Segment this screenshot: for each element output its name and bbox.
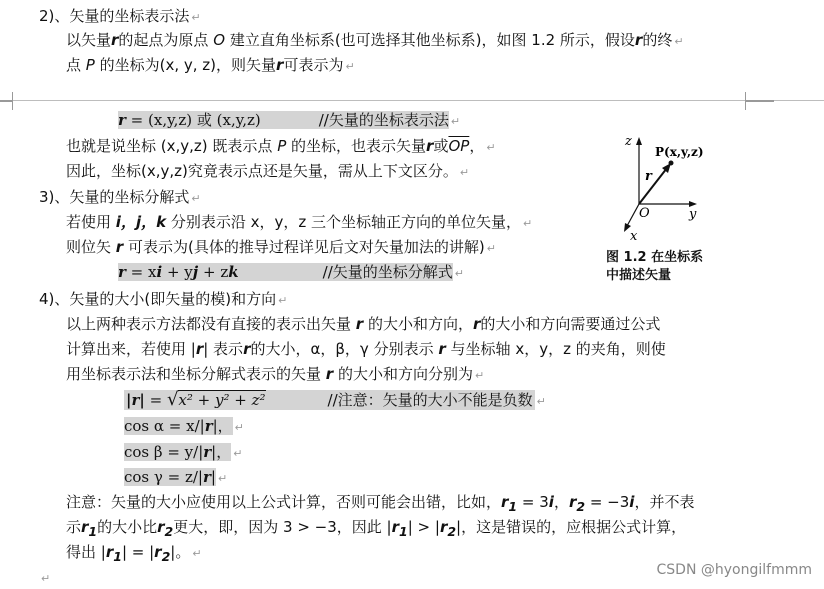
z-axis-arrowhead [636, 137, 642, 145]
x-axis [627, 204, 639, 226]
y-axis-label: y [689, 207, 697, 222]
paragraph-line: 则位矢 r 可表示为(具体的推导过程详见后文对矢量加法的讲解) ↵ [66, 238, 496, 256]
paragraph-line: 计算出来，若使用 |r| 表示r的大小，α，β，γ 分别表示 r 与坐标轴 x，y，z 的夹角，则使 [66, 340, 666, 358]
page-break-line [0, 100, 824, 101]
section-heading: 3)、矢量的坐标分解式 ↵ [39, 188, 201, 206]
paragraph-line: 以上两种表示方法都没有直接的表示出矢量 r 的大小和方向，r的大小和方向需要通过公式 [66, 315, 661, 333]
page-corner-mark [0, 92, 13, 101]
paragraph-line: 示$r_1$的大小比$r_2$更大，即，因为 3 > −3，因此 $|r_1| > |r_2|$，这是错误的，应根据公式计算， [66, 518, 687, 539]
section-heading: 2)、矢量的坐标表示法 ↵ [39, 7, 201, 25]
point-p [669, 161, 674, 166]
point-p-label: P(x,y,z) [655, 145, 704, 159]
paragraph-line: 点 P 的坐标为(x, y, z)，则矢量r可表示为 ↵ [66, 56, 355, 74]
paragraph-line: 也就是说坐标 (x,y,z) 既表示点 P 的坐标，也表示矢量r或$\overline{OP}$， ↵ [66, 137, 496, 155]
z-axis-label: z [625, 134, 632, 149]
paragraph-line: 注意：矢量的大小应使用以上公式计算，否则可能会出错，比如，$r_1 = 3i$，$r_2 = -3i$，并不表 [66, 493, 695, 514]
vector-r-label: r [645, 169, 652, 184]
paragraph-line: 得出 $|r_1| = |r_2|$。 ↵ [66, 543, 202, 564]
formula-coordinate: r = (x,y,z) 或 (x,y,z) //矢量的坐标表示法 ↵ [118, 111, 461, 129]
section-heading: 4)、矢量的大小(即矢量的模)和方向 ↵ [39, 290, 288, 308]
formula-cos-gamma: cos γ = z/|r| ↵ [124, 468, 228, 486]
figure-caption: 图 1.2 在坐标系 中描述矢量 [606, 250, 704, 283]
x-axis-label: x [630, 229, 638, 244]
vector-r-arrow [639, 168, 667, 204]
page-corner-mark [745, 101, 774, 110]
coordinate-figure [605, 128, 725, 248]
empty-paragraph-mark: ↵ [41, 572, 51, 585]
formula-magnitude: |r| = √x² + y² + z² //注意：矢量的大小不能是负数 ↵ [126, 389, 546, 410]
formula-cos-beta: cos β = y/|r|， ↵ [124, 443, 243, 461]
formula-cos-alpha: cos α = x/|r|， ↵ [124, 417, 244, 435]
paragraph-line: 因此，坐标(x,y,z)究竟表示点还是矢量，需从上下文区分。 ↵ [66, 162, 470, 180]
page-corner-mark [745, 92, 774, 101]
paragraph-line: 若使用 i，j，k 分别表示沿 x，y，z 三个坐标轴正方向的单位矢量， ↵ [66, 213, 533, 231]
paragraph-line: 以矢量r的起点为原点 O 建立直角坐标系(也可选择其他坐标系)，如图 1.2 所示，假设r的终 ↵ [66, 31, 684, 49]
formula-decomposition: r = xi + yj + zk //矢量的坐标分解式 ↵ [118, 263, 464, 281]
watermark: CSDN @hyongilfmmm [656, 562, 812, 578]
origin-label: O [639, 206, 650, 221]
page-corner-mark [0, 101, 13, 110]
paragraph-line: 用坐标表示法和坐标分解式表示的矢量 r 的大小和方向分别为 ↵ [66, 365, 485, 383]
